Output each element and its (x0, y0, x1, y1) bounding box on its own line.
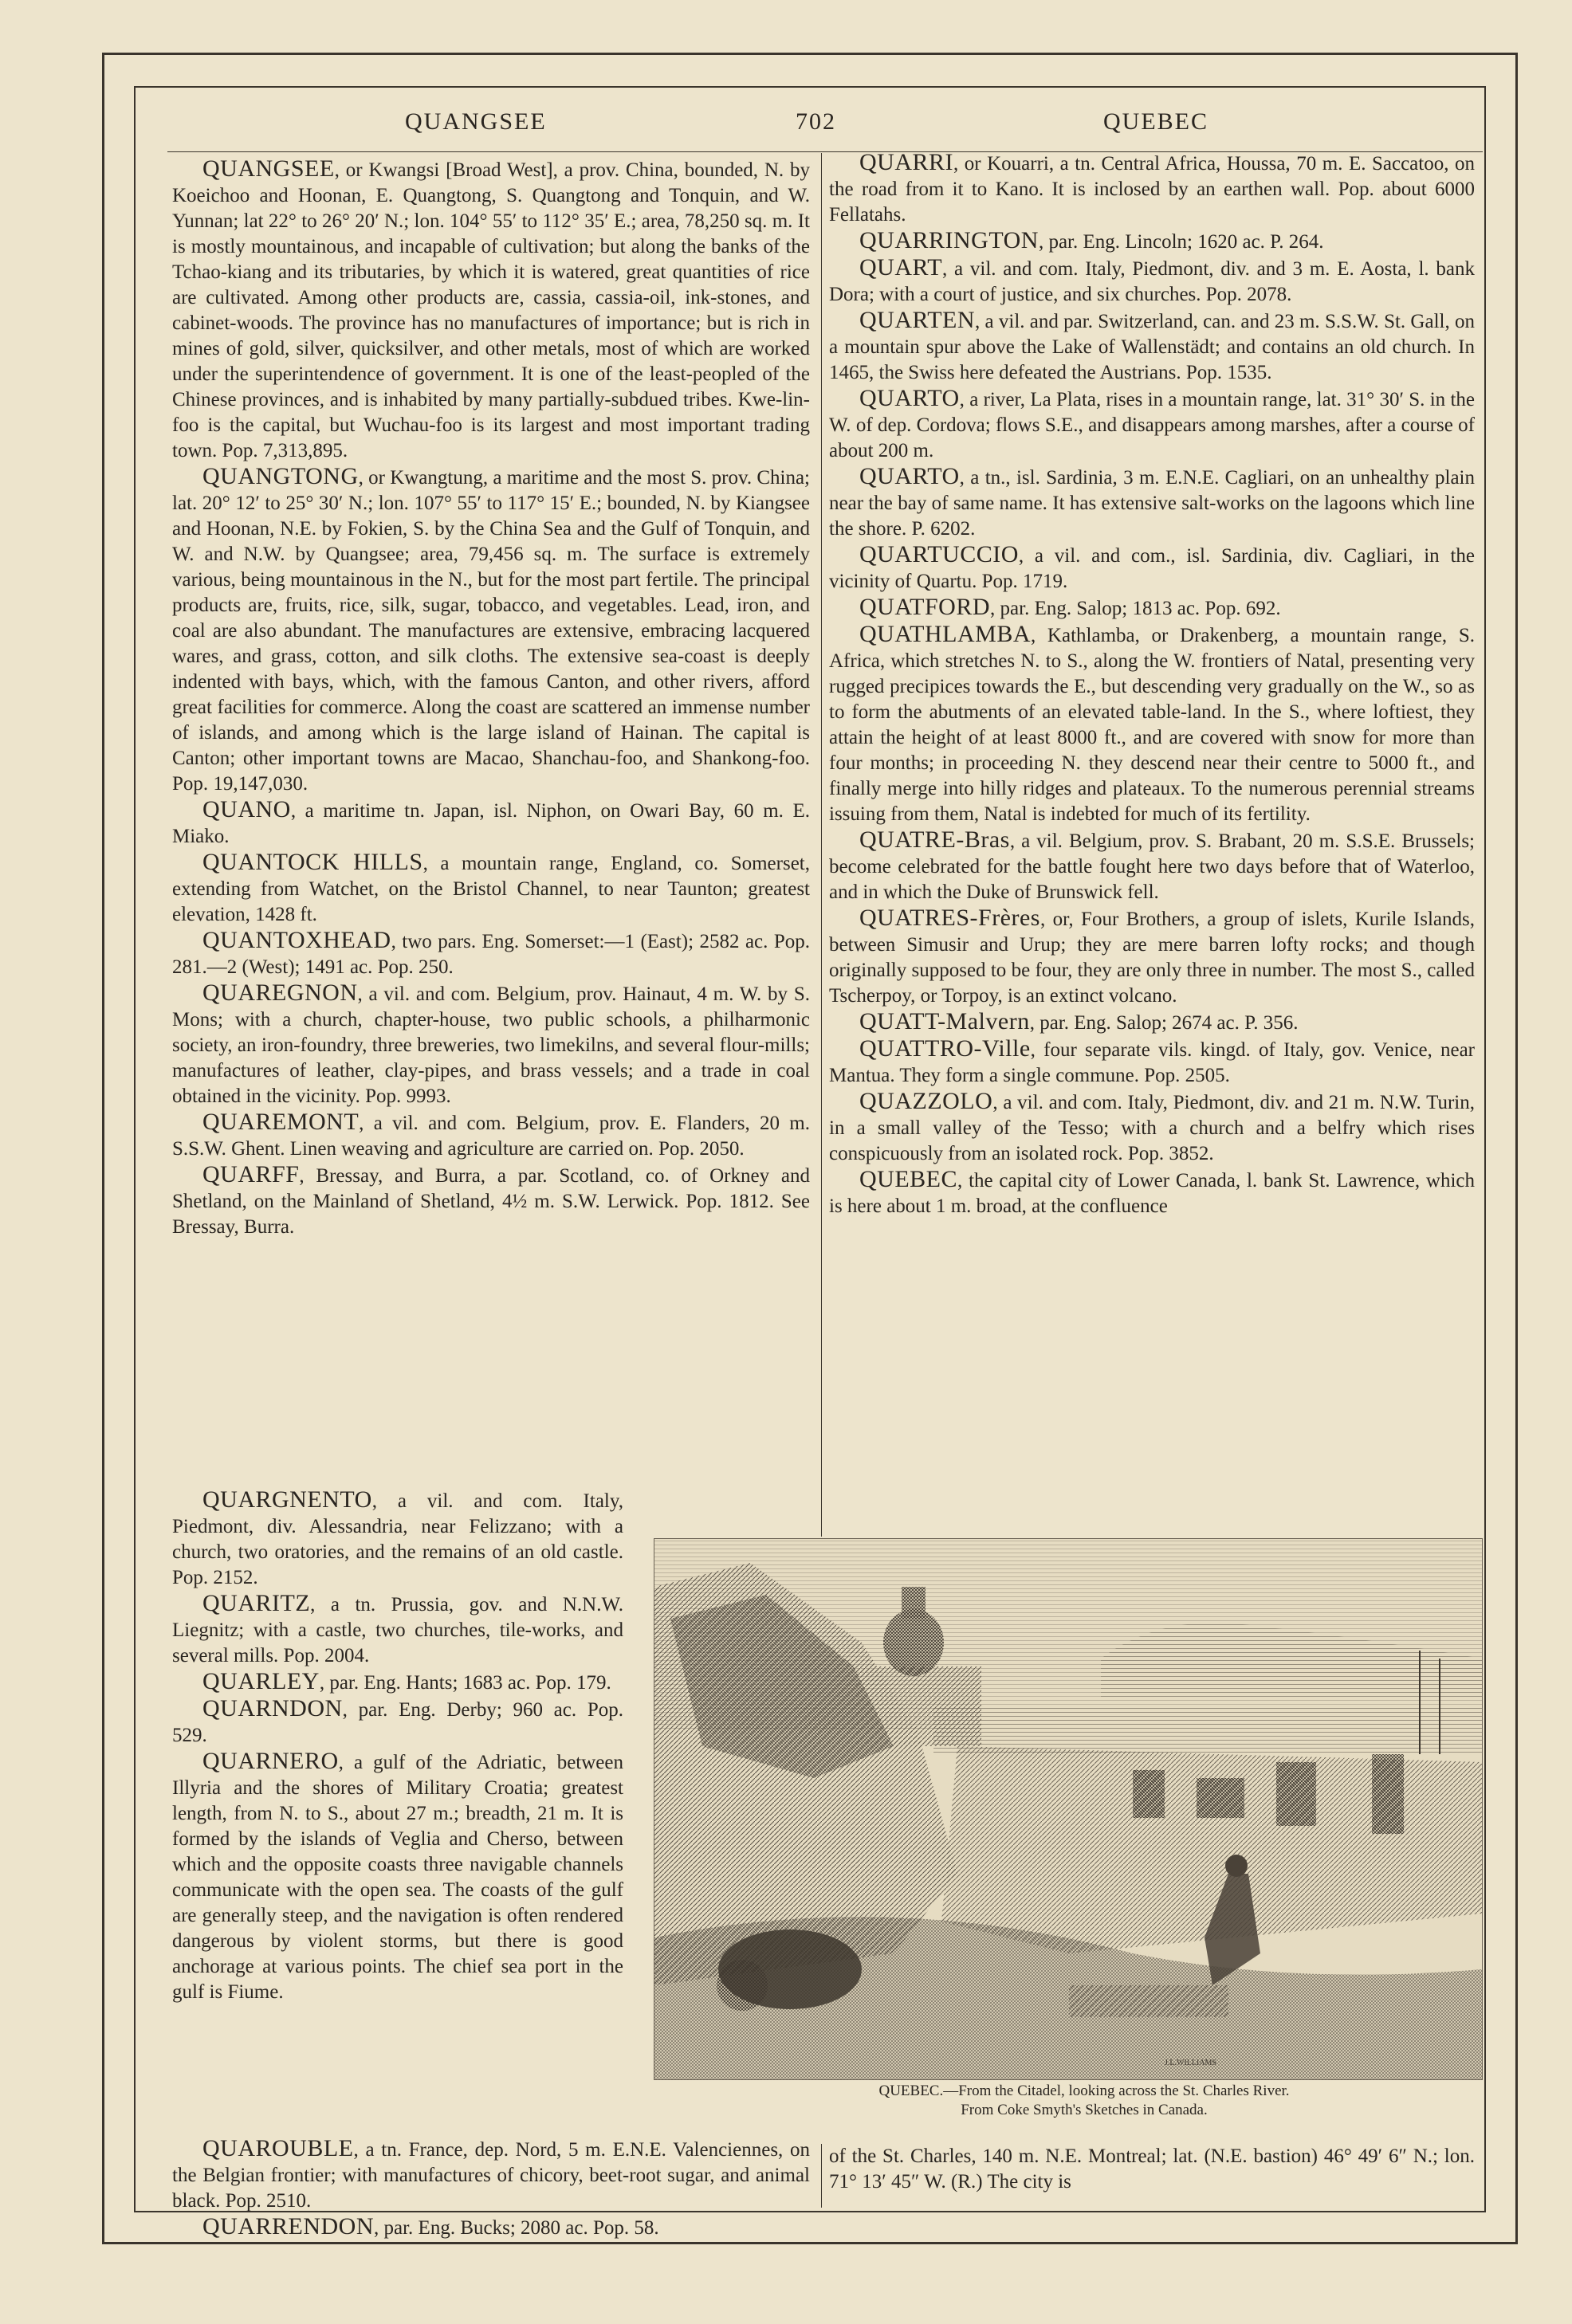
entry-text: , a vil. and com. Italy, Piedmont, div. Alessandria, near Felizzano; with a church, two oratories, and the remains of an old castle. Pop. 2152. (172, 1490, 623, 1588)
gazetteer-entry (172, 1749, 623, 2005)
left-narrow-column (172, 1487, 623, 2005)
entry-headword: QUATT-Malvern (859, 1008, 1030, 1034)
gazetteer-entry (829, 595, 1475, 622)
entry-text: , Kathlamba, or Drakenberg, a mountain range, S. Africa, which stretches N. to S., along the W. frontiers of Natal, presenting very rugged precipices towards the E., but descending very gradually on the W., so as to form the abutments of an elevated table-land. In the S., where loftiest, they attain the height of at least 8000 ft., and are covered with snow for more than four months; in proceeding N. they descend near their centre to 5000 ft., and finally merge into hilly ridges and plateaux. To the numerous perennial streams issuing from them, Natal is indebted for much of its fertility. (829, 625, 1475, 825)
entry-text: , par. Eng. Hants; 1683 ac. Pop. 179. (319, 1672, 611, 1694)
gazetteer-entry (172, 2136, 810, 2214)
entry-headword: QUART (859, 254, 943, 281)
entry-text: , Bressay, and Burra, a par. Scotland, co. of Orkney and Shetland, on the Mainland of Shetland, 4½ m. S.W. Lerwick. Pop. 1812. See Bressay, Burra. (172, 1165, 810, 1238)
entry-text: , four separate vils. kingd. of Italy, gov. Venice, near Mantua. They form a single commune. Pop. 2505. (829, 1039, 1475, 1086)
gazetteer-entry (829, 308, 1475, 386)
entry-headword: QUATRES-Frères (859, 905, 1040, 931)
gazetteer-entry (829, 1036, 1475, 1089)
entry-text: , or Kouarri, a tn. Central Africa, Houssa, 70 m. E. Saccatoo, on the road from it to Kano. It is inclosed by an earthen wall. Pop. about 6000 Fellatahs. (829, 153, 1475, 226)
right-column (829, 150, 1475, 1219)
entry-text: , or, Four Brothers, a group of islets, Kurile Islands, between Simusir and Urup; they are mere barren lofty rocks; and though originally supposed to be four, they are only three in number. The most S., called Tscherpoy, or Torpoy, is an extinct volcano. (829, 909, 1475, 1007)
gazetteer-entry (172, 1162, 810, 1240)
entry-headword: QUAREGNON (202, 979, 358, 1006)
entry-headword: QUEBEC (859, 1166, 957, 1192)
gazetteer-entry (172, 156, 810, 464)
entry-headword: QUANGTONG (202, 463, 359, 489)
gazetteer-entry (172, 1669, 623, 1696)
entry-text: , or Kwangsi [Broad West], a prov. China, bounded, N. by Koeichoo and Hoonan, E. Quangtong, S. Quangtong and Tonquin, and W. Yunnan; lat 22° to 26° 20′ N.; lon. 104° 55′ to 112° 35′ E.; area, 78,250 sq. m. It is mostly mountainous, and incapable of cultivation; but along the banks of the Tchao-kiang and its tributaries, by which it is watered, great quantities of rice are cultivated. Among other products are, cassia, cassia-oil, ink-stones, and cabinet-woods. The province has no manufactures of importance; but is rich in mines of gold, silver, quicksilver, and other metals, most of which are worked under the superintendence of government. It is one of the least-peopled of the Chinese provinces, and is inhabited by many partially-subdued tribes. Kwe-lin-foo is the capital, but Wuchau-foo is its largest and most important trading town. Pop. 7,313,895. (172, 159, 810, 461)
gazetteer-entry (172, 1487, 623, 1591)
entry-text: , a vil. and com. Italy, Piedmont, div. and 21 m. N.W. Turin, in a small valley of the Tesso; with a church and a belfry which rises conspicuously from an isolated rock. Pop. 3852. (829, 1092, 1475, 1164)
entry-headword: QUARTEN (859, 307, 976, 333)
entry-text: , par. Eng. Derby; 960 ac. Pop. 529. (172, 1699, 623, 1746)
entry-text: , or Kwangtung, a maritime and the most S. prov. China; lat. 20° 12′ to 25° 30′ N.; lon. 107° 55′ to 117° 15′ E.; bounded, N. by Kiangsee and Hoonan, N.E. by Fokien, S. by the China Sea and the Gulf of Tonquin, and W. and N.W. by Quangsee; area, 79,456 sq. m. The surface is extremely various, being mountainous in the N., but for the most part fertile. The principal products are, fruits, rice, silk, sugar, tobacco, and vegetables. Lead, iron, and coal are also abundant. The manufactures are extensive, embracing lacquered wares, and grass, cotton, and silk cloths. The extensive sea-coast is deeply indented with bays, which, with the famous Canton, and other rivers, afford great facilities for commerce. Along the coast are scattered an immense number of islands, and among which is the large island of Hainan. The capital is Canton; other important towns are Macao, Shanchau-foo, and Shankong-foo. Pop. 19,147,030. (172, 467, 810, 795)
entry-text: , a mountain range, England, co. Somerset, extending from Watchet, on the Bristol Channel, to near Taunton; greatest elevation, 1428 ft. (172, 853, 810, 925)
entry-headword: QUANTOXHEAD (202, 927, 391, 953)
entry-headword: QUATFORD (859, 594, 991, 620)
entry-text: , par. Eng. Bucks; 2080 ac. Pop. 58. (374, 2217, 659, 2239)
gazetteer-entry (172, 928, 810, 980)
gazetteer-entry (829, 1009, 1475, 1036)
gazetteer-entry (172, 1696, 623, 1749)
entry-headword: QUATTRO-Ville (859, 1035, 1031, 1062)
left-column (172, 156, 810, 1240)
gazetteer-entry (829, 1167, 1475, 1219)
entry-text: , two pars. Eng. Somerset:—1 (East); 2582 ac. Pop. 281.—2 (West); 1491 ac. Pop. 250. (172, 931, 810, 978)
entry-text: , a tn., isl. Sardinia, 3 m. E.N.E. Cagliari, on an unhealthy plain near the bay of same name. It has extensive salt-works on the lagoons which line the shore. P. 6202. (829, 467, 1475, 540)
gazetteer-entry (829, 905, 1475, 1009)
gazetteer-entry (172, 1109, 810, 1162)
entry-text: , a vil. and com., isl. Sardinia, div. Cagliari, in the vicinity of Quartu. Pop. 1719. (829, 545, 1475, 592)
gazetteer-entry (829, 228, 1475, 255)
entry-headword: QUATHLAMBA (859, 621, 1031, 647)
gazetteer-entry (829, 464, 1475, 542)
entry-headword: QUARLEY (202, 1668, 320, 1694)
gazetteer-entry (172, 980, 810, 1109)
entry-text: , the capital city of Lower Canada, l. bank St. Lawrence, which is here about 1 m. broad, at the confluence (829, 1170, 1475, 1217)
entry-text: , par. Eng. Salop; 2674 ac. P. 356. (1029, 1012, 1299, 1034)
gazetteer-entry (172, 797, 810, 850)
left-bottom-column (172, 2136, 810, 2241)
entry-headword: QUAROUBLE (202, 2135, 354, 2161)
entry-headword: QUANTOCK HILLS (202, 849, 423, 875)
gazetteer-entry (829, 386, 1475, 464)
quebec-engraving (654, 1538, 1483, 2080)
page-number: 702 (796, 108, 836, 135)
column-divider (821, 153, 822, 1537)
gazetteer-entry (829, 255, 1475, 308)
gazetteer-entry (829, 1089, 1475, 1167)
right-bottom-column (829, 2144, 1475, 2195)
right-bottom-text: of the St. Charles, 140 m. N.E. Montreal; lat. (N.E. bastion) 46° 49′ 6″ N.; lon. 71° 13′ 45″ W. (R.) The city is (829, 2145, 1475, 2192)
running-head-right: QUEBEC (1103, 108, 1208, 135)
entry-headword: QUARRENDON (202, 2213, 374, 2240)
caption-line-1: QUEBEC.—From the Citadel, looking across the St. Charles River. (878, 2083, 1290, 2099)
entry-text: , a vil. and com. Belgium, prov. Hainaut, 4 m. W. by S. Mons; with a church, chapter-house, two public schools, a philharmonic society, an iron-foundry, three breweries, two limekilns, and several flour-mills; manufactures of leather, clay-pipes, and brass vessels; and a trade in coal obtained in the vicinity. Pop. 9993. (172, 983, 810, 1107)
entry-text: , a tn. France, dep. Nord, 5 m. E.N.E. Valenciennes, on the Belgian frontier; with manufactures of chicory, beet-root sugar, and animal black. Pop. 2510. (172, 2139, 810, 2212)
illustration-caption (781, 2082, 1387, 2120)
gazetteer-entry (172, 850, 810, 928)
entry-headword: QUARITZ (202, 1590, 311, 1616)
caption-line-2: From Coke Smyth's Sketches in Canada. (961, 2102, 1208, 2118)
entry-headword: QUARNDON (202, 1695, 343, 1721)
running-head-left: QUANGSEE (405, 108, 547, 135)
gazetteer-entry (829, 827, 1475, 905)
entry-headword: QUARTUCCIO (859, 541, 1019, 567)
entry-text: , a vil. and par. Switzerland, can. and 23 m. S.S.W. St. Gall, on a mountain spur above the Lake of Wallenstädt; and contains an old church. In 1465, the Swiss here defeated the Austrians. Pop. 1535. (829, 311, 1475, 383)
entry-headword: QUANO (202, 796, 291, 822)
entry-headword: QUANGSEE (202, 155, 335, 182)
entry-text: , a vil. Belgium, prov. S. Brabant, 20 m. S.S.E. Brussels; become celebrated for the battle fought here two days before that of Waterloo, and in which the Duke of Brunswick fell. (829, 830, 1475, 903)
gazetteer-entry (829, 542, 1475, 595)
entry-text: , a maritime tn. Japan, isl. Niphon, on Owari Bay, 60 m. E. Miako. (172, 800, 810, 847)
entry-headword: QUARRI (859, 149, 954, 175)
entry-headword: QUARRINGTON (859, 227, 1039, 253)
entry-headword: QUAZZOLO (859, 1088, 993, 1114)
entry-text: , a vil. and com. Belgium, prov. E. Flanders, 20 m. S.S.W. Ghent. Linen weaving and agriculture are carried on. Pop. 2050. (172, 1113, 810, 1160)
entry-text: , a vil. and com. Italy, Piedmont, div. and 3 m. E. Aosta, l. bank Dora; with a court of justice, and six churches. Pop. 2078. (829, 258, 1475, 305)
gazetteer-entry (172, 1591, 623, 1669)
gazetteer-entry (172, 464, 810, 797)
entry-headword: QUATRE-Bras (859, 826, 1010, 853)
entry-headword: QUARTO (859, 463, 960, 489)
engraver-signature: J.L.WILLIAMS (1165, 2059, 1216, 2067)
entry-headword: QUAREMONT (202, 1109, 360, 1135)
entry-text: , a gulf of the Adriatic, between Illyria and the shores of Military Croatia; greatest length, from N. to S., about 27 m.; breadth, 21 m. It is formed by the islands of Veglia and Cherso, between which and the opposite coasts three navigable channels communicate with the open sea. The coasts of the gulf are generally steep, and the navigation is often rendered dangerous by violent storms, but there is good anchorage at various points. The chief sea port in the gulf is Fiume. (172, 1752, 623, 2003)
entry-text: , a tn. Prussia, gov. and N.N.W. Liegnitz; with a castle, two churches, tile-works, and several mills. Pop. 2004. (172, 1594, 623, 1666)
entry-headword: QUARNERO (202, 1748, 339, 1774)
entry-headword: QUARFF (202, 1161, 300, 1188)
entry-headword: QUARTO (859, 385, 960, 411)
entry-headword: QUARGNENTO (202, 1486, 372, 1513)
entry-text: , par. Eng. Salop; 1813 ac. Pop. 692. (990, 598, 1281, 619)
entry-text: , par. Eng. Lincoln; 1620 ac. P. 264. (1038, 231, 1324, 253)
engraving-image (654, 1539, 1482, 2079)
entry-text: , a river, La Plata, rises in a mountain range, lat. 31° 30′ S. in the W. of dep. Cordova; flows S.E., and disappears among marshes, after a course of about 200 m. (829, 389, 1475, 461)
gazetteer-entry (829, 150, 1475, 228)
gazetteer-entry (172, 2214, 810, 2241)
gazetteer-entry (829, 622, 1475, 827)
column-divider-bottom (821, 2144, 822, 2208)
